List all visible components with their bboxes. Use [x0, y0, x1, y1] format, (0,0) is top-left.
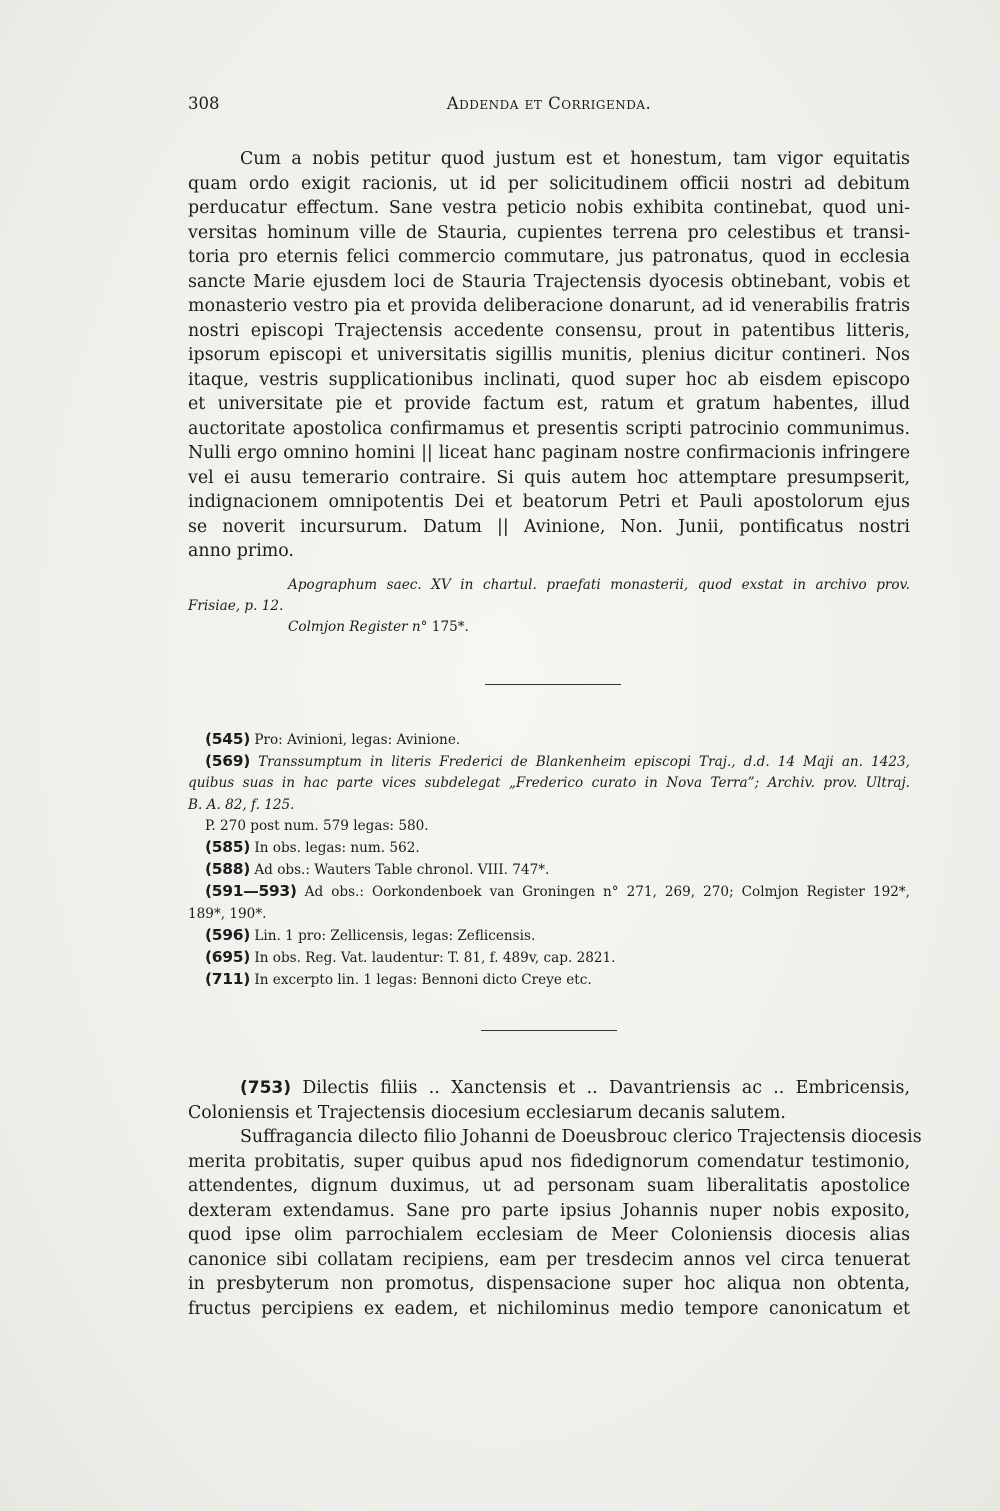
entry-number: (545) [205, 730, 251, 748]
corrigendum-entry [188, 751, 910, 773]
text-line: nostri episcopi Trajectensis accedente consensu, prout in patentibus litteris, [188, 320, 910, 341]
text-line: toria pro eternis felici commercio commutare, jus patronatus, quod in ecclesia [188, 247, 910, 267]
corrigendum-continuation [188, 773, 910, 794]
text-line: quam ordo exigit racionis, ut id per solicitudinem officii nostri ad debitum [188, 173, 910, 194]
corrigendum-entry [188, 837, 910, 859]
page-number: 308 [188, 94, 220, 113]
text-line: Suffragancia dilecto filio Johanni de Doeusbrouc clerico Trajectensis diocesis [240, 1127, 922, 1147]
running-title: Addenda et Corrigenda. [446, 94, 652, 113]
corrigendum-entry [188, 729, 910, 751]
document-number: (753) [240, 1078, 292, 1098]
text-line: canonice sibi collatam recipiens, eam per tresdecim annos vel circa tenuerat [188, 1249, 910, 1270]
entry-text: Pro: Avinioni, legas: Avinione. [250, 732, 461, 748]
text-line: fructus percipiens ex eadem, et nichilominus medio tempore canonicatum et [188, 1298, 910, 1319]
source-note [188, 575, 910, 638]
entry-number: (569) [205, 752, 251, 771]
text-line: dexteram extendamus. Sane pro parte ipsius Johannis nuper nobis exposito, [188, 1200, 910, 1221]
text-line: monasterio vestro pia et provida deliberacione donarunt, ad id venerabilis fratris [188, 296, 910, 316]
corrigendum-entry [188, 925, 910, 947]
entry-number: (711) [205, 970, 251, 989]
text-line: versitas hominum ville de Stauria, cupientes terrena pro celestibus et transi- [188, 222, 910, 243]
entry-text: P. 270 post num. 579 legas: 580. [205, 817, 429, 834]
section-divider [485, 684, 621, 685]
entry-number: (591—593) [205, 882, 297, 901]
text-line: auctoritate apostolica confirmamus et presentis scripti patrocinio communimus. [188, 418, 910, 439]
text-line: et universitate pie et provide factum est, ratum et gratum habentes, illud [188, 394, 910, 414]
entry-text: 189*, 190*. [188, 905, 267, 922]
text-line: ipsorum episcopi et universitatis sigillis munitis, plenius dicitur contineri. Nos [188, 345, 910, 365]
text-line: perducatur effectum. Sane vestra peticio nobis exhibita continebat, quod uni- [188, 198, 910, 218]
section-divider [481, 1030, 617, 1031]
entry-number: (585) [205, 838, 251, 857]
entry-text: Ad obs.: Oorkondenboek van Groningen n° 271, 269, 270; Colmjon Register 192*, [296, 884, 910, 901]
line-text: Dilectis filiis .. Xanctensis et .. Davantriensis ac .. Embricensis, [291, 1078, 910, 1098]
corrigenda-list [188, 729, 910, 991]
entry-text: In obs. Reg. Vat. laudentur: T. 81, f. 489v, cap. 2821. [250, 950, 616, 967]
entry-text: quibus suas in hac parte vices subdelegat „Frederico curato in Nova Terra”; Archiv. prov. Ultraj. [188, 775, 910, 792]
text-line [188, 1076, 910, 1101]
corrigendum-entry [188, 969, 910, 991]
entry-text: Ad obs.: Wauters Table chronol. VIII. 747*. [250, 862, 550, 879]
corrigendum-entry [188, 859, 910, 881]
text-line: itaque, vestris supplicationibus inclinati, quod super hoc ab eisdem episcopo [188, 369, 910, 390]
charter-text-753 [188, 1076, 922, 1321]
text-line: se noverit incursurum. Datum || Avinione, Non. Junii, pontificatus nostri [188, 516, 910, 537]
entry-text: In excerpto lin. 1 legas: Bennoni dicto Creye etc. [250, 972, 592, 989]
text-line: Nulli ergo omnino homini || liceat hanc paginam nostre confirmacionis infringere [188, 443, 910, 463]
corrigendum-continuation [188, 904, 910, 925]
source-line: Frisiae, p. 12. [188, 598, 284, 614]
text-line: quod ipse olim parrochialem ecclesiam de Meer Coloniensis diocesis alias [188, 1225, 910, 1245]
source-line [188, 617, 910, 638]
text-line: attendentes, dignum duximus, ut ad personam suam liberalitatis apostolice [188, 1176, 910, 1196]
entry-text: Lin. 1 pro: Zellicensis, legas: Zeflicensis. [250, 927, 536, 944]
source-line: Apographum saec. XV in chartul. praefati monasterii, quod exstat in archivo prov. [288, 577, 910, 593]
corrigendum-entry [188, 816, 910, 837]
text-line: Cum a nobis petitur quod justum est et honestum, tam vigor equitatis [240, 149, 910, 169]
text-line: sancte Marie ejusdem loci de Stauria Trajectensis dyocesis obtinebant, vobis et [188, 271, 910, 292]
page-header [188, 94, 910, 118]
text-line: merita probitatis, super quibus apud nos fidedignorum comendatur testimonio, [188, 1151, 910, 1172]
entry-number: (596) [205, 925, 251, 944]
text-line: anno primo. [188, 541, 294, 561]
source-reference: Colmjon Register n° [288, 619, 428, 635]
charter-text [188, 147, 910, 564]
text-line: vel ei ausu temerario contraire. Si quis autem hoc attemptare presumpserit, [188, 467, 910, 488]
text-line: indignacionem omnipotentis Dei et beatorum Petri et Pauli apostolorum ejus [188, 492, 910, 512]
entry-text: B. A. 82, f. 125. [188, 796, 295, 813]
text-line: in presbyterum non promotus, dispensacione super hoc aliqua non obtenta, [188, 1274, 910, 1294]
corrigendum-entry [188, 881, 910, 903]
entry-number: (588) [205, 860, 251, 879]
entry-number: (695) [205, 948, 251, 967]
entry-text: In obs. legas: num. 562. [250, 840, 420, 857]
source-reference-number: 175*. [427, 619, 469, 635]
corrigendum-continuation [188, 795, 910, 816]
entry-text: Transsumptum in literis Frederici de Blankenheim episcopi Traj., d.d. 14 Maji an. 1423, [250, 754, 910, 771]
text-line: Coloniensis et Trajectensis diocesium ecclesiarum decanis salutem. [188, 1102, 786, 1123]
corrigendum-entry [188, 947, 910, 969]
